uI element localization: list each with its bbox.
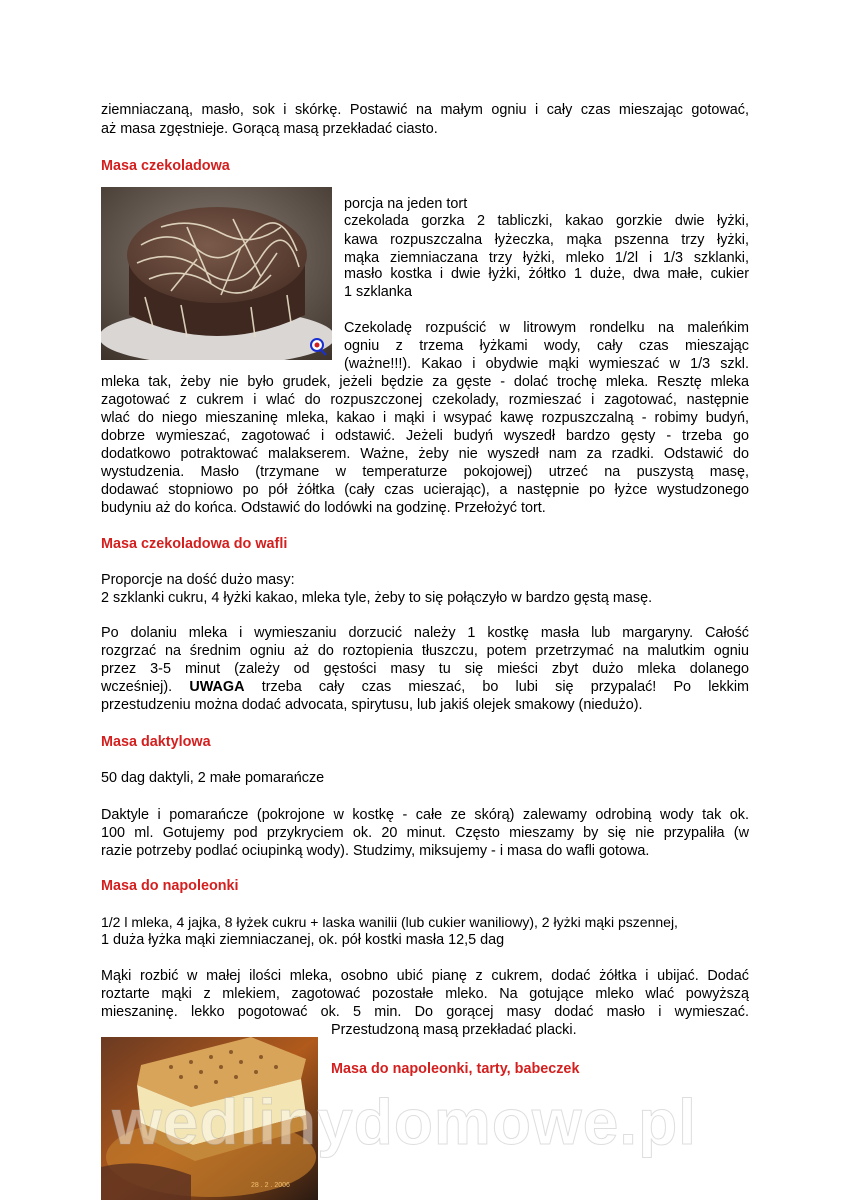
chocolate-method-line-1: mleka tak, żeby nie było grudek, jeżeli będzie za gęste - dolać trochę mleka. Resztę mleka: [101, 374, 749, 390]
portion-text: porcja na jeden tort: [344, 196, 468, 212]
uwaga-warning: UWAGA: [189, 679, 245, 695]
heading-masa-napoleonki: Masa do napoleonki: [101, 878, 239, 894]
chocolate-method-side-3: (ważne!!!). Kakao i obydwie mąki wymieszać w 1/3 szkl.: [344, 356, 749, 372]
chocolate-method-line-4: dobrze wymieszać, zagotować i odstawić. Jeżeli budyń wyszedł bardzo gęsty - trzeba go: [101, 428, 749, 444]
wafle-line-4-after: trzeba cały czas mieszać, bo lubi się przypalać! Po lekkim: [244, 679, 750, 695]
heading-masa-napoleonki-tarty: Masa do napoleonki, tarty, babeczek: [331, 1061, 580, 1077]
chocolate-ingredients-line-3: mąka ziemniaczana trzy łyżki, mleko 1/2l i 1/3 szklanki,: [344, 250, 749, 266]
heading-masa-wafle: Masa czekoladowa do wafli: [101, 536, 288, 552]
napoleonka-photo: [101, 1037, 318, 1200]
intro-line-1: ziemniaczaną, masło, sok i skórkę. Postawić na małym ogniu i cały czas mieszając gotować,: [101, 102, 749, 118]
wafle-method-line-3: przez 3-5 minut (zależy od gęstości masy tu się mieści zbyt dużo mleka dolanego: [101, 661, 749, 677]
wafle-method-line-4: [101, 678, 749, 697]
napoleonka-image: [101, 1037, 318, 1200]
wafle-proportions-line-2: 2 szklanki cukru, 4 łyżki kakao, mleka tyle, żeby to się połączyło w bardzo gęstą masę.: [101, 590, 653, 606]
wafle-method-line-1: Po dolaniu mleka i wymieszaniu dorzucić należy 1 kostkę masła lub margaryny. Całość: [101, 625, 749, 641]
daktylowa-method-line-3: razie potrzeby podlać ociupinką wody). Studzimy, miksujemy - i masa do wafli gotowa.: [101, 843, 650, 859]
napoleonki-method-line-3: mieszaninę. lekko pogotować ok. 5 min. Do gorącej masy dodać masło i wymieszać.: [101, 1004, 749, 1020]
daktylowa-method-line-1: Daktyle i pomarańcze (pokrojone w kostkę - całe ze skórą) zalewamy odrobiną wody tak ok.: [101, 807, 749, 823]
intro-line-2: aż masa zgęstnieje. Gorącą masą przekładać ciasto.: [101, 121, 438, 137]
chocolate-method-line-2: zagotować z cukrem i wlać do rozpuszczonej czekolady, rozmieszać i zagotować, następnie: [101, 392, 749, 408]
heading-masa-daktylowa: Masa daktylowa: [101, 734, 211, 750]
chocolate-cake-photo: [101, 187, 332, 360]
wafle-method-line-2: rozgrzać na średnim ogniu aż do roztopienia tłuszczu, potem przetrzymać na malutkim ogniu: [101, 643, 749, 659]
chocolate-ingredients-line-5: 1 szklanka: [344, 284, 412, 300]
chocolate-method-line-8: budyniu aż do końca. Odstawić do lodówki na godzinę. Przełożyć tort.: [101, 500, 546, 516]
chocolate-method-side-2: ogniu z trzema łyżkami wody, cały czas mieszając: [344, 338, 749, 354]
chocolate-ingredients-line-1: czekolada gorzka 2 tabliczki, kakao gorzkie dwie łyżki,: [344, 213, 749, 229]
photo-date-stamp: 28 . 2 . 2006: [251, 1182, 290, 1189]
chocolate-method-line-6: wystudzenia. Masło (trzymane w temperaturze pokojowej) utrzeć na puszystą masę,: [101, 464, 749, 480]
chocolate-method-line-3: wlać do niego mieszaninę mleka, kakao i mąki i wsypać kawę rozpuszczalną - robimy budyń,: [101, 410, 749, 426]
chocolate-ingredients-line-4: masło kostka i dwie łyżki, żółtko 1 duże, dwa małe, cukier: [344, 266, 749, 282]
chocolate-ingredients-line-2: kawa rozpuszczalna łyżeczka, mąka pszenna trzy łyżki,: [344, 232, 749, 248]
wafle-line-4-before: wcześniej).: [101, 679, 190, 695]
wafle-proportions-line-1: Proporcje na dość dużo masy:: [101, 572, 295, 588]
watermark: wedlinydomowe.pl: [112, 1086, 697, 1158]
daktylowa-method-line-2: 100 ml. Gotujemy pod przykryciem ok. 20 minut. Często mieszamy by się nie przypaliła (w: [101, 825, 749, 841]
chocolate-method-line-5: dodatkowo potraktować malakserem. Ważne, żeby nie wyszedł nam za rzadki. Odstawić do: [101, 446, 749, 462]
napoleonki-ingredients-line-1: 1/2 l mleka, 4 jajka, 8 łyżek cukru + laska wanilii (lub cukier waniliowy), 2 łyżki mąki pszennej,: [101, 914, 678, 930]
daktylowa-ingredients: 50 dag daktyli, 2 małe pomarańcze: [101, 770, 325, 786]
napoleonki-method-line-4: Przestudzoną masą przekładać placki.: [331, 1022, 577, 1038]
chocolate-cake-image: [101, 187, 332, 360]
napoleonki-ingredients-line-2: 1 duża łyżka mąki ziemniaczanej, ok. pół kostki masła 12,5 dag: [101, 932, 505, 948]
heading-masa-czekoladowa: Masa czekoladowa: [101, 158, 230, 174]
chocolate-method-line-7: dodawać stopniowo po pół żółtka (cały czas ucierając), a następnie po łyżce wystudzonego: [101, 482, 749, 498]
napoleonki-method-line-2: roztarte mąki z mlekiem, zagotować pozostałe mleko. Na gotujące mleko wlać powyższą: [101, 986, 749, 1002]
napoleonki-method-line-1: Mąki rozbić w małej ilości mleka, osobno ubić pianę z cukrem, dodać żółtka i ubijać. Dodać: [101, 968, 749, 984]
chocolate-method-side-1: Czekoladę rozpuścić w litrowym rondelku na maleńkim: [344, 320, 749, 336]
wafle-method-line-5: przestudzeniu można dodać advocata, spirytusu, lub jakiś olejek smakowy (niedużo).: [101, 697, 643, 713]
